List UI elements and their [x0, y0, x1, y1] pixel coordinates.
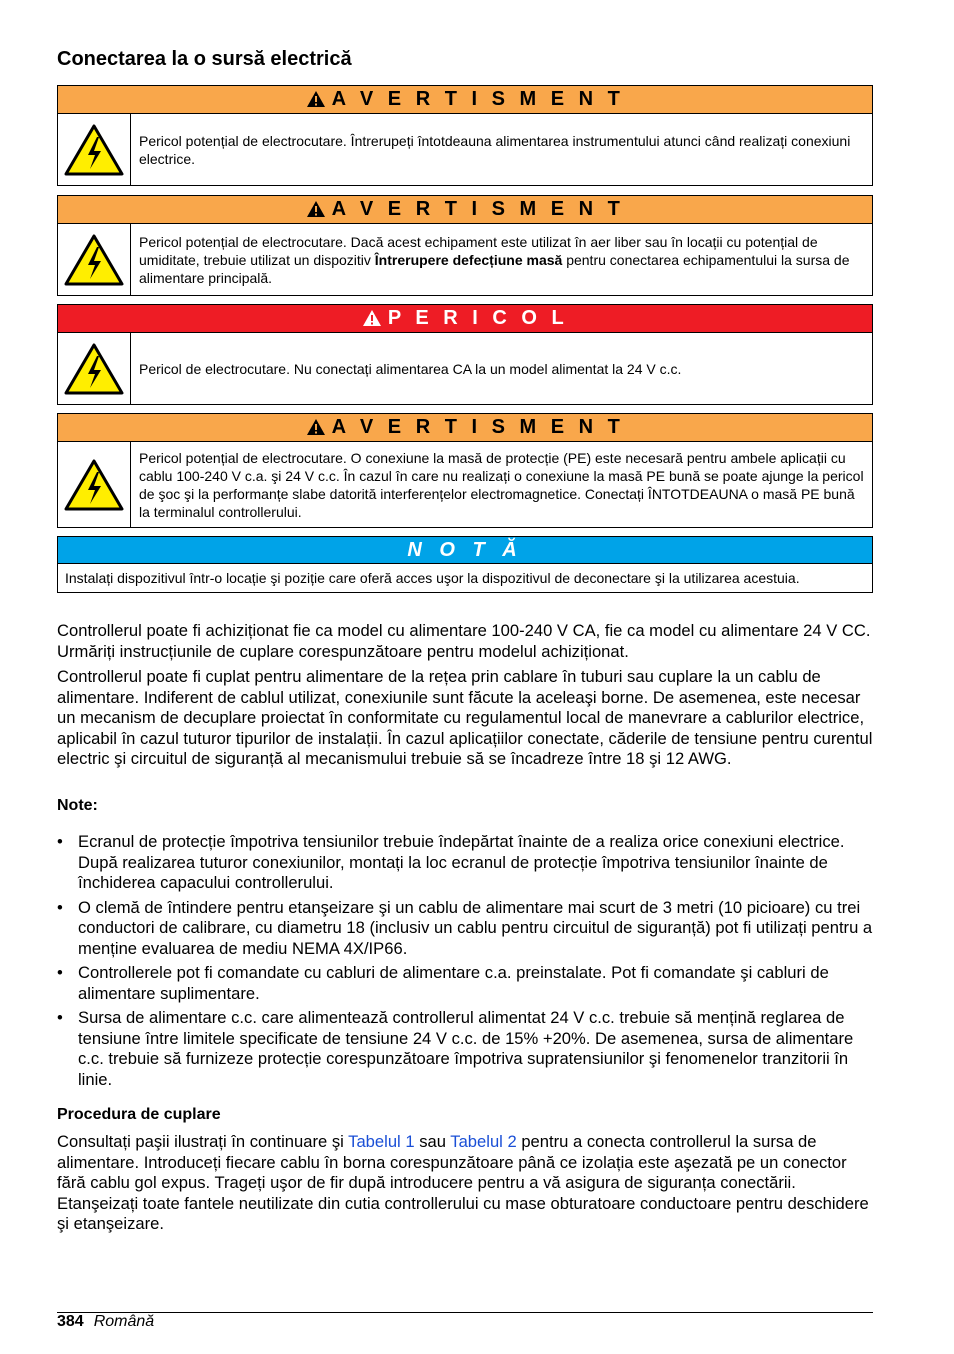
list-item: • Sursa de alimentare c.c. care alimentează controllerul alimentat 24 V c.c. trebuie să mențină reglarea de tensiune între limitele specificate de tensiune 24 V c.c. de 15% +20%. De asemenea, sursa de alimentare c.c. trebuie să furnizeze protecție corespunzătoare împotriva supratensiunilor şi fenomenelor tranzitorii în linie. — [57, 1008, 873, 1090]
warning-box-3 — [57, 413, 873, 528]
notes-label: Note: — [57, 797, 98, 814]
paragraph-1: Controllerul poate fi achiziționat fie ca model cu alimentare 100-240 V CA, fie ca model cu alimentare 24 V CC. Urmăriți instrucțiunile de cuplare corespunzătoare pentru modelul achiziționat. — [57, 621, 871, 661]
danger-label: P E R I C O L — [387, 307, 569, 329]
warning-header — [58, 86, 872, 114]
note-text: Instalați dispozitivul într-o locație şi poziție care oferă acces uşor la dispozitivul de deconectare şi la utilizarea acestuia. — [65, 570, 800, 586]
warning-triangle-icon — [306, 418, 326, 436]
procedure-text-part: Consultați paşii ilustrați în continuare şi — [57, 1132, 349, 1151]
warning-text: Pericol potențial de electrocutare. Întrerupeți întotdeauna alimentarea instrumentului atunci când realizați conexiuni electrice. — [139, 132, 851, 167]
warning-label: A V E R T I S M E N T — [331, 88, 625, 110]
page-number: 384 — [57, 1313, 84, 1330]
warning-text: Pericol potențial de electrocutare. O conexiune la masă de protecție (PE) este necesară pentru ambele aplicații cu cablu 100-240 V c.a. şi 24 V c.c. În cazul în care nu realizați o conexiune la masă PE bună se poate ajunge la pericol de şoc şi la performanțe slabe datorită interferențelor electromagnetice. Conectați ÎNTOTDEAUNA o masă PE bună la terminalul controllerului. — [139, 449, 864, 520]
warning-box-1 — [57, 85, 873, 186]
warning-triangle-icon — [306, 200, 326, 218]
warning-triangle-icon — [362, 309, 382, 327]
danger-header — [58, 305, 872, 333]
footer-language: Română — [93, 1313, 155, 1330]
table-1-link[interactable]: Tabelul 1 — [348, 1132, 415, 1151]
section-heading: Conectarea la o sursă electrică — [57, 48, 352, 70]
danger-box — [57, 304, 873, 405]
notes-list — [57, 832, 873, 1094]
warning-header — [58, 196, 872, 224]
list-item: • Controllerele pot fi comandate cu cabluri de alimentare c.a. preinstalate. Pot fi comandate şi cabluri de alimentare suplimentare. — [57, 963, 873, 1004]
electric-shock-icon — [58, 114, 131, 185]
page-footer — [57, 1313, 154, 1331]
warning-text-bold: Întrerupere defecțiune masă — [374, 251, 563, 268]
note-header: N O T Ă — [58, 537, 872, 564]
warning-label: A V E R T I S M E N T — [331, 198, 625, 220]
procedure-text-part: pentru a conecta controllerul la sursa de alimentare. Introduceți fiecare cablu în borna corespunzătoare până ce izolația este aşezată pe un conector fără cablu gol expus. Trageți uşor de fir după introducere pentru a vă asigura de siguranța conectării. Etanşeizați toate fantele neutilizate din cutia controllerului cu mase obturatoare conductoare pentru deschidere şi etanşeizare. — [57, 1132, 869, 1233]
procedure-text — [57, 1132, 873, 1235]
footer-divider — [57, 1312, 873, 1313]
procedure-text-part: sau — [414, 1132, 451, 1151]
note-box — [57, 536, 873, 593]
warning-text-part: Pericol potențial de electrocutare. Dacă acest echipament este utilizat în aer liber sau în locații cu potențial de umiditate, trebuie utilizat un dispozitiv — [139, 233, 818, 268]
warning-header — [58, 414, 872, 442]
electric-shock-icon — [58, 442, 131, 527]
warning-label: A V E R T I S M E N T — [331, 416, 625, 438]
warning-text-part: pentru conectarea echipamentului la sursa de alimentare principală. — [139, 251, 850, 286]
warning-triangle-icon — [306, 90, 326, 108]
list-item: • Ecranul de protecție împotriva tensiunilor trebuie îndepărtat înainte de a realiza orice conexiuni electrice. După realizarea tuturor conexiunilor, montați la loc ecranul de protecție împotriva tensiunilor înainte de închiderea capacului controllerului. — [57, 832, 873, 894]
electric-shock-icon — [58, 333, 131, 404]
warning-text — [131, 224, 872, 295]
table-2-link[interactable]: Tabelul 2 — [450, 1132, 517, 1151]
paragraph-2: Controllerul poate fi cuplat pentru alimentare de la rețea prin cablare în tuburi sau cuplare la un cablu de alimentare. Indiferent de cablul utilizat, conexiunile sunt făcute la aceleaşi borne. De asemenea, este necesar un mecanism de decuplare proiectat în conformitate cu regulamentul local de manevrare a cablurilor electrice, aplicabil în cazul tuturor tipurilor de instalații. În cazul aplicațiilor conectate, căderile de tensiune pentru curentul electric şi circuitul de siguranță al mecanismului trebuie să se încadreze între 18 şi 12 AWG. — [57, 667, 873, 768]
list-item: • O clemă de întindere pentru etanşeizare şi un cablu de alimentare mai scurt de 3 metri (10 picioare) cu trei conductori de calibrare, cu diametru 18 (inclusiv un cablu pentru circuitul de siguranță) pot fi utilizați pentru a menține evaluarea de mediu NEMA 4X/IP66. — [57, 898, 873, 960]
electric-shock-icon — [58, 224, 131, 295]
warning-box-2 — [57, 195, 873, 296]
procedure-heading: Procedura de cuplare — [57, 1106, 221, 1123]
danger-text: Pericol de electrocutare. Nu conectați alimentarea CA la un model alimentat la 24 V c.c. — [139, 360, 682, 377]
